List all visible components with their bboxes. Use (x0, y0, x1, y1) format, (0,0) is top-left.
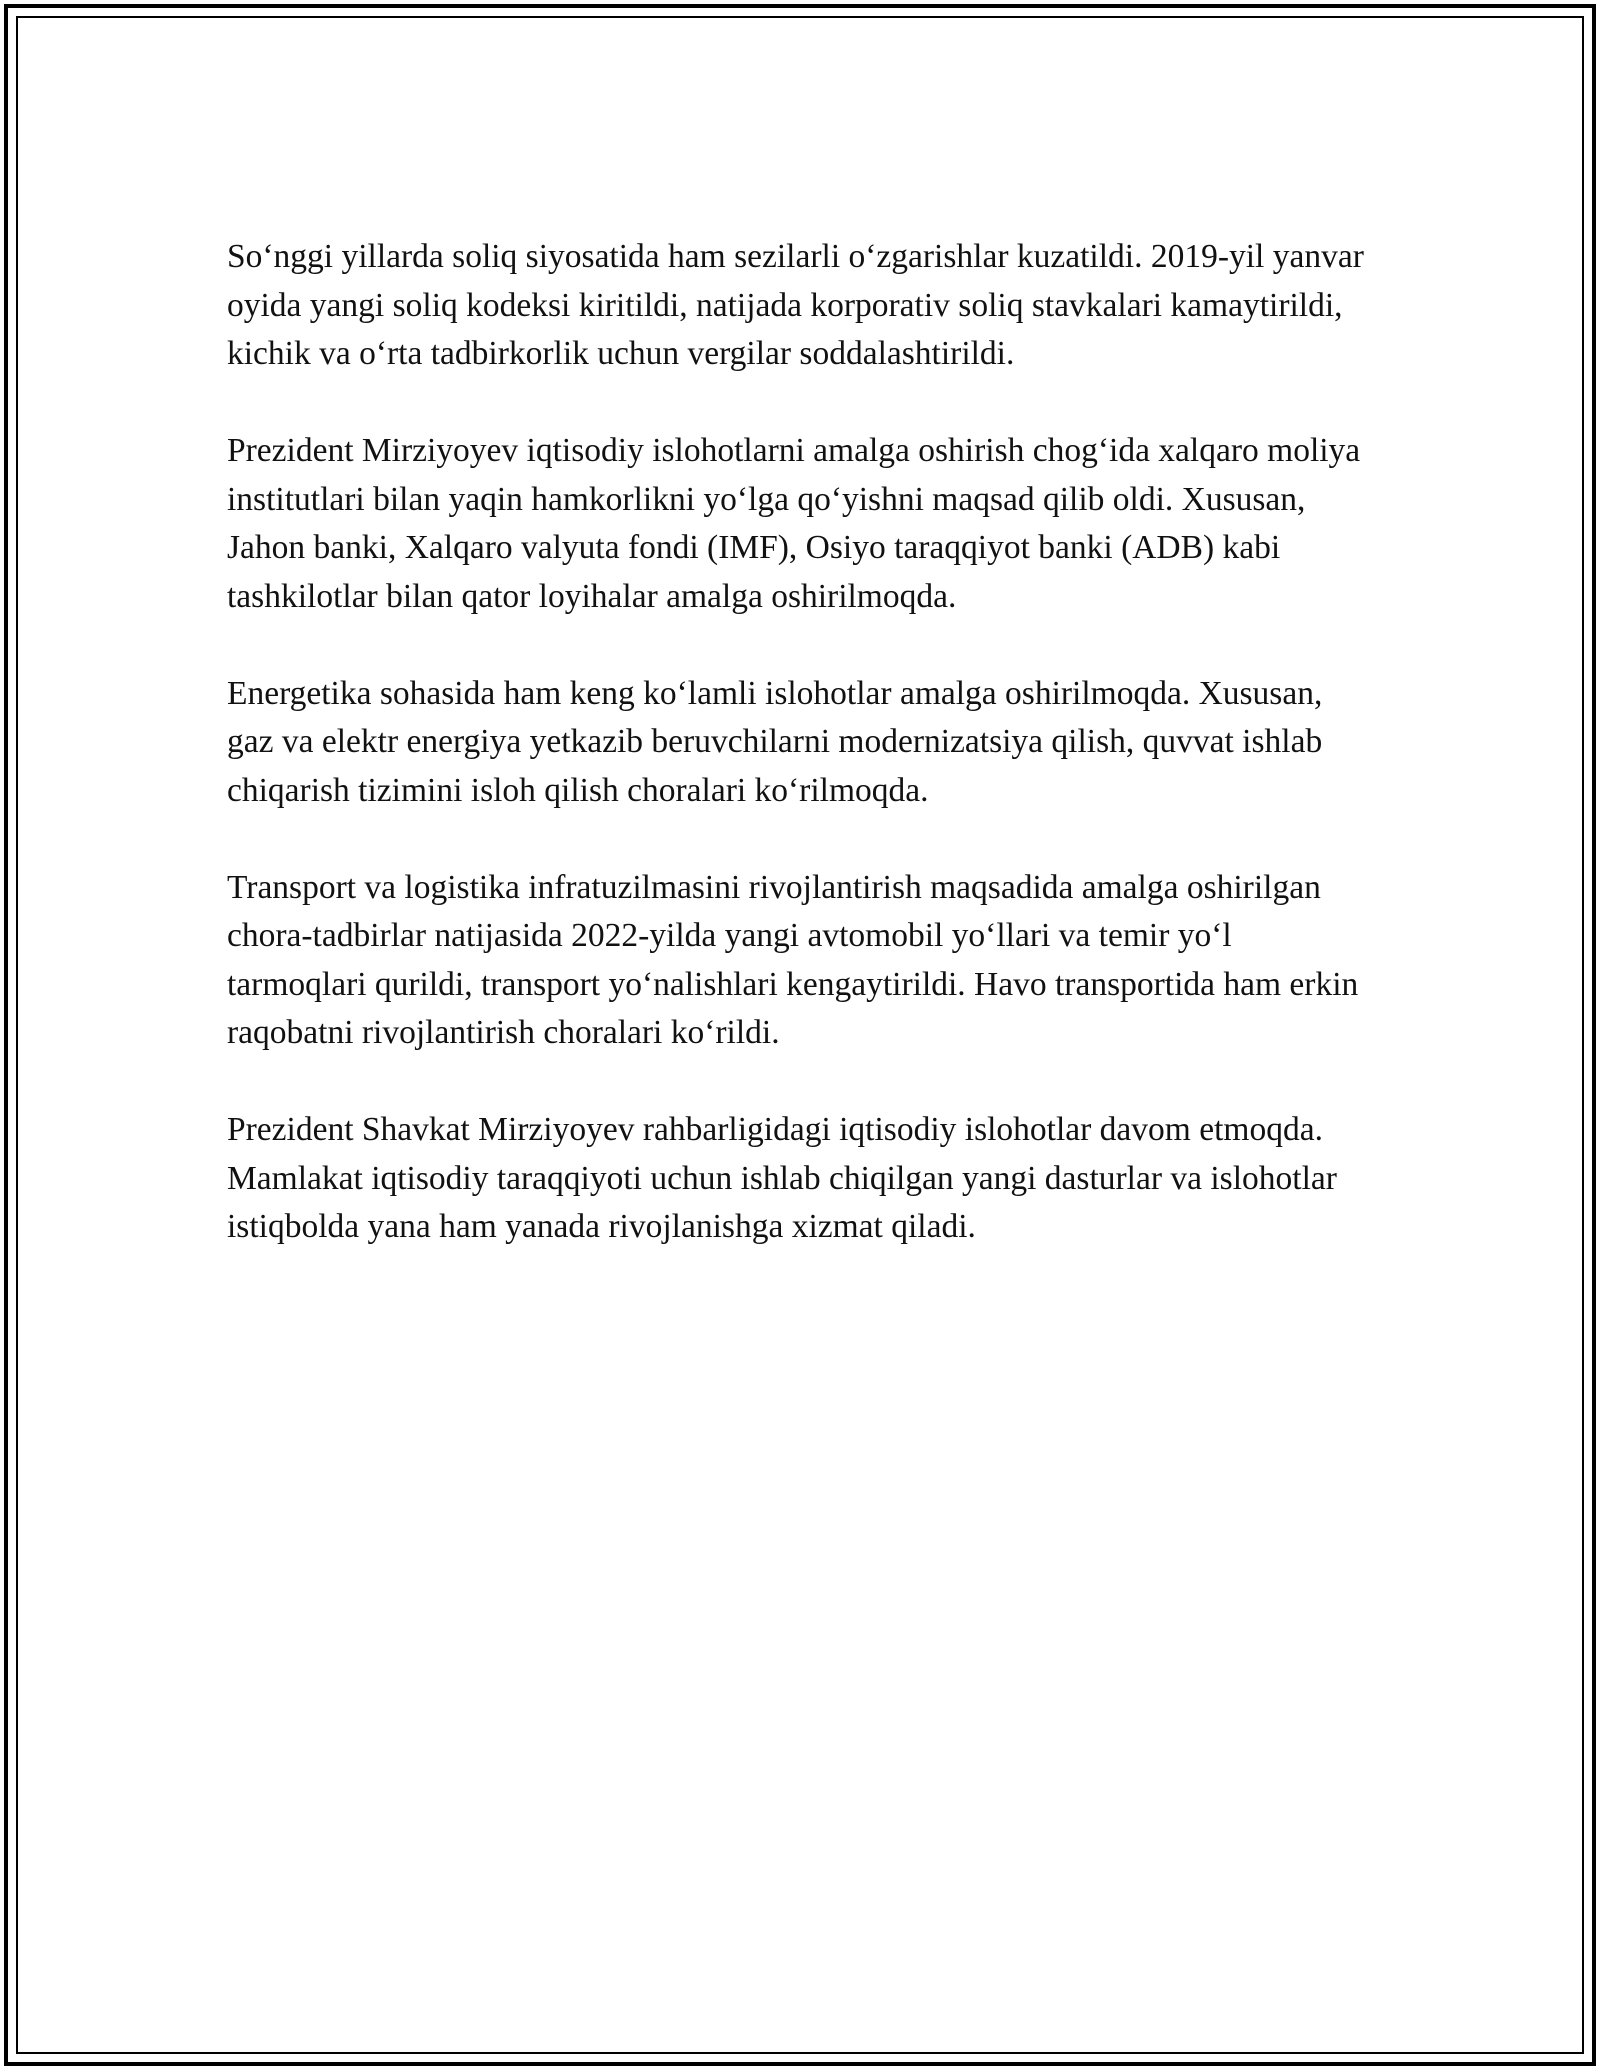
paragraph-international-institutions: Prezident Mirziyoyev iqtisodiy islohotlarni amalga oshirish chog‘ida xalqaro moliya institutlari bilan yaqin hamkorlikni yo‘lga qo‘yishni maqsad qilib oldi. Xususan, Jahon banki, Xalqaro valyuta fondi (IMF), Osiyo taraqqiyot banki (ADB) kabi tashkilotlar bilan qator loyihalar amalga oshirilmoqda. (227, 432, 1361, 615)
paragraph-energy-reforms: Energetika sohasida ham keng ko‘lamli islohotlar amalga oshirilmoqda. Xususan, gaz va elektr energiya yetkazib beruvchilarni modernizatsiya qilish, quvvat ishlab chiqarish tizimini isloh qilish choralari ko‘rilmoqda. (227, 674, 1323, 809)
paragraph-transport-logistics: Transport va logistika infratuzilmasini rivojlantirish maqsadida amalga oshirilgan chora-tadbirlar natijasida 2022-yilda yangi avtomobil yo‘llari va temir yo‘l tarmoqlari qurildi, transport yo‘nalishlari kengaytirildi. Havo transportida ham erkin raqobatni rivojlantirish choralari ko‘rildi. (227, 868, 1359, 1051)
paragraph-conclusion: Prezident Shavkat Mirziyoyev rahbarligidagi iqtisodiy islohotlar davom etmoqda. Mamlakat iqtisodiy taraqqiyoti uchun ishlab chiqilgan yangi dasturlar va islohotlar istiqbolda yana ham yanada rivojlanishga xizmat qiladi. (227, 1111, 1337, 1245)
paragraph-tax-policy: So‘nggi yillarda soliq siyosatida ham sezilarli o‘zgarishlar kuzatildi. 2019-yil yanvar oyida yangi soliq kodeksi kiritildi, natijada korporativ soliq stavkalari kamaytirildi, kichik va o‘rta tadbirkorlik uchun vergilar soddalashtirildi. (227, 238, 1364, 372)
document-body (227, 233, 1377, 1300)
